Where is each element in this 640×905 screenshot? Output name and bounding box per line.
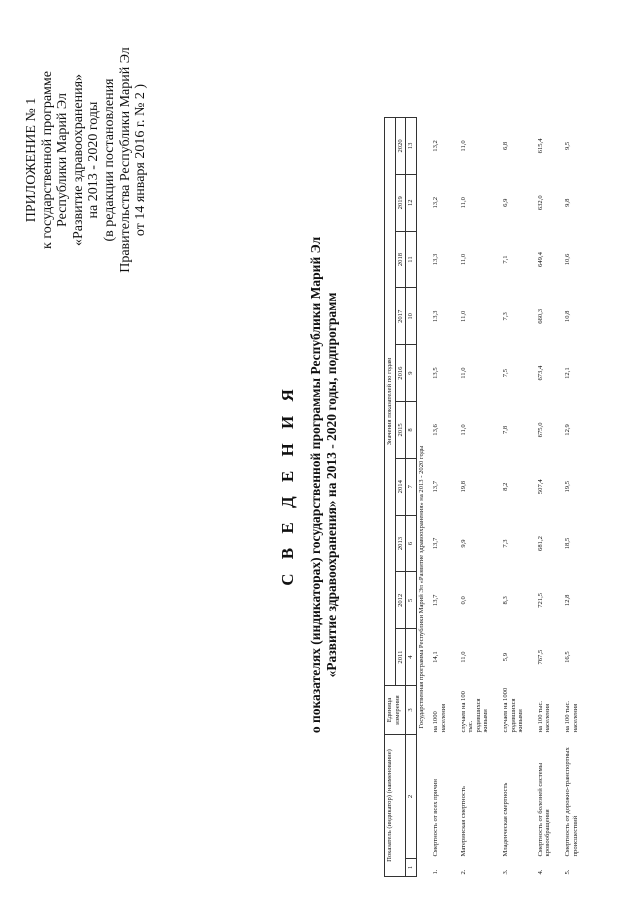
table-row	[558, 118, 585, 877]
value-cell: 632,0	[536, 195, 544, 211]
unit-cell: на 100 тыс. населения	[563, 700, 579, 733]
value-cell: 11,0	[459, 367, 467, 379]
appendix-line: Правительства Республики Марий Эл	[117, 47, 133, 273]
value-cell: 9,8	[563, 198, 571, 207]
program-title: Государственная программа Республики Марий Эл «Развитие здравоохранения» на 2013 - 2020 годы	[417, 445, 425, 729]
header-year: 2018	[395, 231, 406, 288]
header-year: 2013	[395, 515, 406, 572]
row-number: 5.	[563, 869, 571, 875]
value-cell: 681,2	[536, 536, 544, 551]
header-column-number: 10	[406, 288, 417, 345]
value-cell: 13,7	[432, 480, 440, 493]
title-heading: С В Е Д Е Н И Я	[278, 384, 297, 586]
unit-cell: случаев на 1000 родившихся живыми	[501, 687, 525, 733]
value-cell: 11,0	[459, 253, 467, 266]
indicators-table	[384, 117, 585, 877]
value-cell: 13,7	[432, 537, 440, 550]
header-column-number: 12	[406, 174, 417, 231]
value-cell: 12,1	[563, 367, 571, 379]
value-cell: 11,0	[459, 651, 467, 663]
header-column-number: 3	[406, 686, 417, 735]
indicator-name: Смертность от дорожно-транспортных происшествий	[563, 747, 579, 857]
header-column-number: 2	[406, 735, 417, 859]
document-title	[278, 105, 340, 865]
value-cell: 12,9	[563, 424, 571, 436]
value-cell: 721,5	[536, 592, 544, 608]
header-column-number: 7	[406, 458, 417, 515]
value-cell: 13,7	[432, 594, 440, 607]
value-cell: 7,3	[501, 312, 509, 321]
header-column-number: 4	[406, 629, 417, 686]
appendix-line: к государственной программе	[39, 71, 55, 249]
header-year: 2016	[395, 345, 406, 402]
appendix-line: «Развитие здравоохранения»	[70, 73, 86, 247]
value-cell: 660,3	[536, 308, 544, 324]
indicator-name: Смертность от болезней системы кровообращения	[536, 762, 552, 857]
value-cell: 675,0	[536, 422, 544, 438]
value-cell: 9,9	[459, 539, 467, 548]
value-cell: 7,3	[501, 539, 509, 548]
title-line-1: о показателях (индикаторах) государственной программы Республики Марий Эл	[308, 236, 323, 734]
header-column-number: 6	[406, 515, 417, 572]
value-cell: 0,0	[459, 596, 467, 605]
table-row	[531, 118, 558, 877]
value-cell: 11,0	[459, 424, 467, 436]
value-cell: 649,4	[536, 252, 544, 267]
value-cell: 11,0	[459, 197, 467, 209]
unit-cell: на 1000 населения	[432, 703, 447, 733]
appendix-line: ПРИЛОЖЕНИЕ № 1	[24, 97, 39, 223]
value-cell: 8,2	[501, 482, 509, 491]
value-cell: 615,4	[536, 138, 544, 154]
value-cell: 9,5	[563, 141, 571, 151]
header-column-number: 11	[406, 231, 417, 288]
value-cell: 13,5	[432, 367, 440, 379]
header-unit: Единица измерения	[385, 686, 406, 735]
header-column-number: 5	[406, 572, 417, 629]
value-cell: 673,4	[536, 365, 544, 381]
row-number: 1.	[432, 869, 440, 875]
table-row	[426, 118, 453, 877]
header-column-numbers-row	[406, 118, 417, 877]
appendix-line: от 14 января 2016 г. № 2 )	[133, 83, 149, 237]
value-cell: 13,3	[432, 310, 440, 323]
indicator-name: Младенческая смертность	[501, 782, 509, 857]
value-cell: 10,8	[563, 310, 571, 323]
value-cell: 19,5	[563, 480, 571, 493]
row-number: 2.	[459, 869, 467, 875]
header-year: 2019	[395, 174, 406, 231]
header-year: 2011	[395, 629, 406, 686]
header-year: 2012	[395, 572, 406, 629]
value-cell: 13,2	[432, 140, 440, 152]
value-cell: 12,8	[563, 594, 571, 607]
value-cell: 8,3	[501, 596, 509, 605]
appendix-line: на 2013 - 2020 годы	[86, 101, 102, 219]
value-cell: 7,5	[501, 369, 509, 378]
header-values-group: Значения показателей по годам	[385, 118, 396, 686]
value-cell: 7,1	[501, 255, 509, 264]
value-cell: 10,6	[563, 253, 571, 266]
value-cell: 767,5	[536, 649, 544, 665]
row-number: 4.	[536, 869, 544, 875]
value-cell: 18,5	[563, 537, 571, 550]
row-number: 3.	[501, 869, 509, 875]
value-cell: 507,4	[536, 479, 544, 495]
program-title-row	[416, 118, 426, 877]
header-year: 2015	[395, 402, 406, 459]
unit-cell: случаев на 100 тыс. родившихся живыми	[459, 691, 490, 733]
header-column-number: 13	[406, 118, 417, 175]
header-year: 2014	[395, 458, 406, 515]
header-column-number: 9	[406, 345, 417, 402]
value-cell: 13,2	[432, 196, 440, 209]
table-row	[496, 118, 531, 877]
header-column-number: 8	[406, 402, 417, 459]
table-row	[454, 118, 496, 877]
header-indicator: Показатель (индикатор) (наименование)	[385, 735, 406, 877]
indicator-name: Материнская смертность	[459, 786, 467, 857]
appendix-block	[24, 25, 149, 295]
value-cell: 13,6	[432, 424, 440, 436]
appendix-line: (в редакции постановления	[101, 78, 117, 242]
value-cell: 11,0	[459, 310, 467, 322]
appendix-line: Республики Марий Эл	[55, 93, 71, 227]
title-line-2: «Развитие здравоохранения» на 2013 - 2020 годы, подпрограмм	[324, 292, 339, 678]
value-cell: 16,5	[563, 651, 571, 663]
value-cell: 13,3	[432, 253, 440, 266]
value-cell: 7,8	[501, 425, 509, 435]
header-year: 2017	[395, 288, 406, 345]
value-cell: 5,9	[501, 652, 509, 662]
header-column-number: 1	[406, 859, 417, 877]
value-cell: 19,8	[459, 480, 467, 493]
value-cell: 14,1	[432, 651, 440, 663]
unit-cell: на 100 тыс. населения	[536, 700, 552, 733]
value-cell: 6,9	[501, 198, 509, 207]
header-year: 2020	[395, 118, 406, 175]
indicator-name: Смертность от всех причин	[432, 779, 440, 857]
value-cell: 6,8	[501, 141, 509, 151]
value-cell: 11,0	[459, 140, 467, 152]
